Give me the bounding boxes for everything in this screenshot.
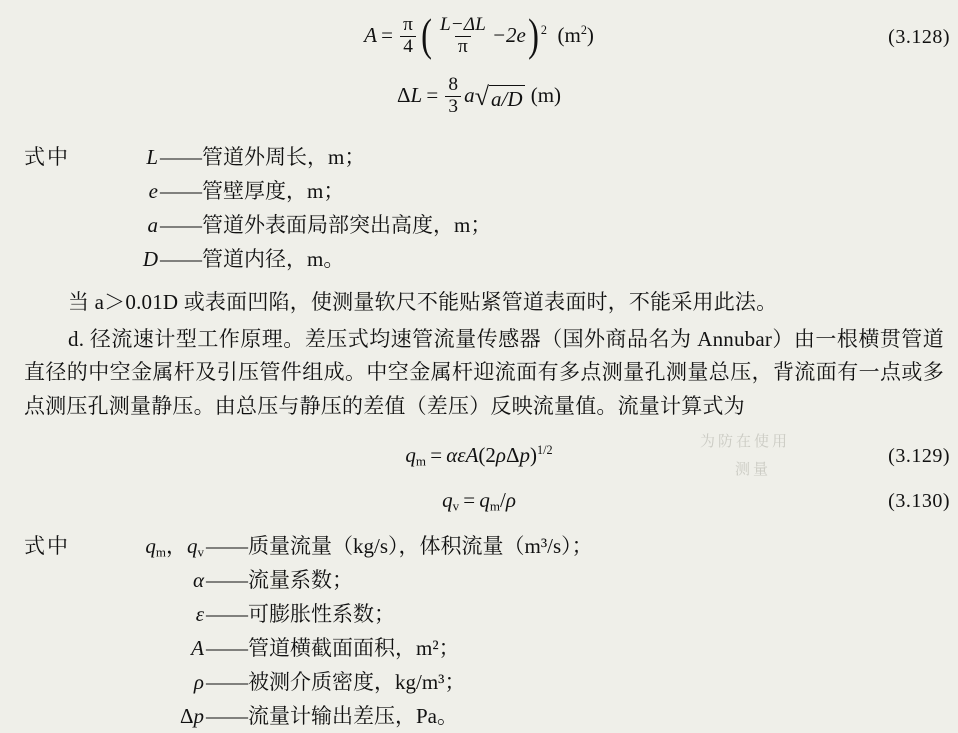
deflist-1-lead: 式中 <box>24 145 70 169</box>
definition-desc <box>206 529 958 563</box>
definition-row <box>24 597 958 631</box>
definition-row <box>24 631 958 665</box>
definition-desc <box>206 597 958 631</box>
definition-symbol: ε <box>195 601 204 626</box>
definition-desc <box>160 208 958 242</box>
definition-row <box>24 563 958 597</box>
definition-desc <box>160 242 958 276</box>
definition-row <box>24 208 958 242</box>
eq128-exponent: 2 <box>540 22 547 37</box>
definition-text: 被测介质密度，kg/m³； <box>248 669 466 694</box>
definition-text: 管道外周长，m； <box>202 145 366 169</box>
definition-symbol: $q_m$，$q_v$ <box>145 533 204 560</box>
definition-text: 管道内径，m。 <box>202 247 345 272</box>
definition-symbol: L <box>146 145 158 169</box>
definition-dash: —— <box>206 703 248 728</box>
deflist-2-lead: 式中 <box>24 533 70 558</box>
definition-dash: —— <box>206 533 248 558</box>
document-page <box>0 6 958 728</box>
definition-symbol: a <box>147 213 158 238</box>
definition-symbol: Δp <box>179 703 204 728</box>
definition-symbol: α <box>192 567 204 592</box>
definition-text: 管道外表面局部突出高度，m； <box>202 213 492 238</box>
definition-text: 流量系数； <box>248 567 353 592</box>
definition-symbol: ρ <box>193 669 204 694</box>
definition-symbol: A <box>191 635 204 660</box>
definition-dash: —— <box>206 635 248 660</box>
equation-3-129 <box>0 433 958 481</box>
definition-row <box>24 699 958 733</box>
eq128-inner-tail: −2e <box>491 22 526 47</box>
definition-row <box>24 665 958 699</box>
eq128-inner-num: L−ΔL <box>439 13 486 35</box>
definition-desc <box>206 563 958 597</box>
definition-row <box>24 242 958 276</box>
definition-dash: —— <box>160 213 202 238</box>
equation-delta-l <box>0 68 958 126</box>
equation-3-130-body: $q_v = q_m/\rho$ <box>442 488 516 515</box>
definition-text: 可膨胀性系数； <box>248 601 395 626</box>
definition-dash: —— <box>206 567 248 592</box>
note-paragraph: 当 a＞0.01D 或表面凹陷，使测量软尺不能贴紧管道表面时，不能采用此法。 <box>68 290 778 315</box>
equation-3-129-body: $q_m = \alpha\varepsilon A(2\rho\Delta p)^{1/2}$ <box>405 443 553 470</box>
definition-symbol: e <box>148 179 158 204</box>
definition-dash: —— <box>206 601 248 626</box>
definition-text: 管道横截面面积，m²； <box>248 635 460 660</box>
ghost-text-line1: 为防在使用 <box>700 434 791 450</box>
definition-text: 管壁厚度，m； <box>202 179 345 204</box>
definition-text: 质量流量（kg/s），体积流量（m³/s）； <box>248 533 593 558</box>
definition-desc <box>160 174 958 208</box>
definition-text: 流量计输出差压，Pa。 <box>248 703 458 728</box>
definition-dash: —— <box>160 145 202 169</box>
definition-row <box>24 140 958 174</box>
equation-3-128-number: (3.128) <box>888 25 950 48</box>
equation-3-130 <box>0 481 958 523</box>
radicand: a/D <box>490 86 523 111</box>
definition-dash: —— <box>160 247 202 272</box>
equation-3-128-body: A = $\frac{\pi}{4}$ ( $\frac{L-\Delta L}{\pi}$ −2e) $^2$ $(m^2)$ <box>364 10 594 60</box>
definition-desc <box>160 140 958 174</box>
equation-3-130-number: (3.130) <box>888 490 950 513</box>
definition-desc <box>206 665 958 699</box>
definition-list-2 <box>0 529 958 733</box>
ghost-text-line2: 测量 <box>735 462 772 478</box>
definition-desc <box>206 631 958 665</box>
equation-3-128 <box>0 6 958 68</box>
definition-dash: —— <box>160 179 202 204</box>
definition-row <box>24 174 958 208</box>
definition-symbol: D <box>142 247 158 272</box>
equation-delta-l-body: ΔL = $\frac{8}{3}$ a √ a/D (m) <box>396 73 562 117</box>
section-d-paragraph: d. 径流速计型工作原理。差压式均速管流量传感器（国外商品名为 Annubar）由一根横贯管道直径的中空金属杆及引压管件组成。中空金属杆迎流面有多点测量孔测量总压，背流面有一点或多点测压孔测量静压。由总压与静压的差值（差压）反映流量值。流量计算式为 <box>24 327 944 418</box>
definition-row <box>24 529 958 563</box>
definition-desc <box>206 699 958 733</box>
definition-list-1 <box>0 140 958 276</box>
equation-3-129-number: (3.129) <box>888 445 950 468</box>
definition-dash: —— <box>206 669 248 694</box>
